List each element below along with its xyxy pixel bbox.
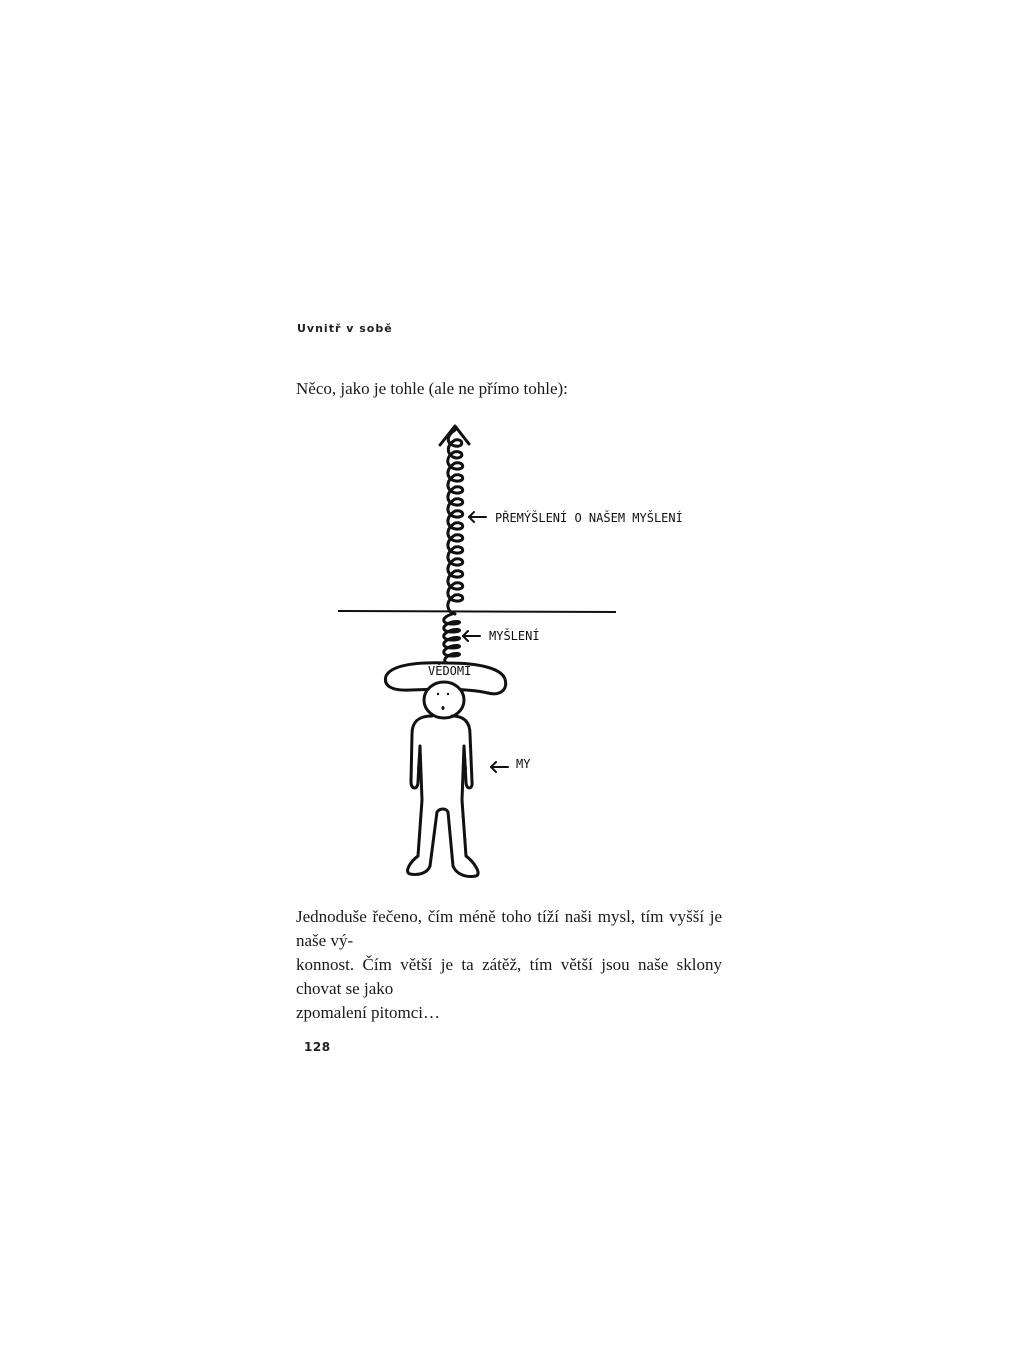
eye-left-icon <box>437 693 439 695</box>
eye-right-icon <box>447 693 449 695</box>
arrow-left-icon <box>491 762 508 772</box>
body-line: Jednoduše řečeno, čím méně toho tíží naši mysl, tím vyšší je naše vý- <box>296 907 722 950</box>
page-number: 128 <box>304 1040 331 1054</box>
arrow-left-icon <box>469 512 486 522</box>
head <box>424 682 464 718</box>
body-line: konnost. Čím větší je ta zátěž, tím větší jsou naše sklony chovat se jako <box>296 955 722 998</box>
body-paragraph <box>296 905 722 1025</box>
body-outline <box>408 716 479 877</box>
mouth-icon <box>442 706 445 710</box>
arrow-left-icon <box>463 631 480 641</box>
label-meta-thinking: PŘEMÝŠLENÍ O NAŠEM MYŠLENÍ <box>495 511 683 525</box>
label-thinking: MYŠLENÍ <box>489 629 540 643</box>
label-us: MY <box>516 757 531 771</box>
running-head: Uvnitř v sobě <box>297 322 393 335</box>
intro-sentence: Něco, jako je tohle (ale ne přímo tohle): <box>296 379 568 398</box>
body-line: zpomalení pitomci… <box>296 1003 440 1022</box>
thinking-spring <box>444 614 460 664</box>
label-awareness: VĚDOMÍ <box>428 664 472 678</box>
meta-thinking-coil <box>448 430 463 614</box>
divider-line <box>338 611 616 612</box>
